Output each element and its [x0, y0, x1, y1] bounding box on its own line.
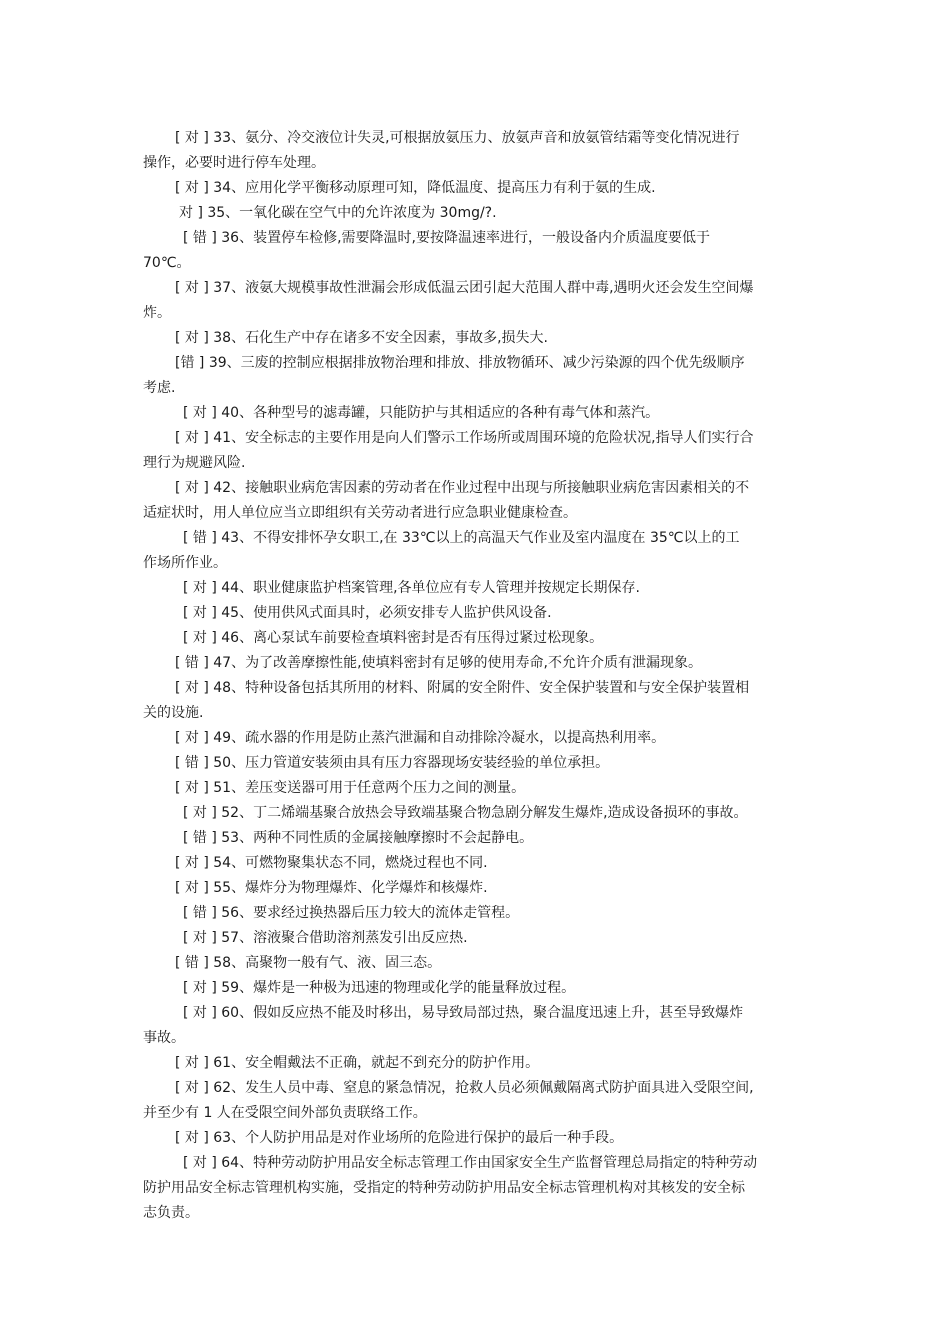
item-64-line-2: 防护用品安全标志管理机构实施，受指定的特种劳动防护用品安全标志管理机构对其核发的安全标 [143, 1180, 745, 1196]
item-34: [ 对 ] 34、应用化学平衡移动原理可知，降低温度、提高压力有利于氨的生成. [175, 180, 656, 196]
item-59: [ 对 ] 59、爆炸是一种极为迅速的物理或化学的能量释放过程。 [183, 980, 576, 996]
item-43-line-2: 作场所作业。 [143, 555, 227, 571]
item-38: [ 对 ] 38、石化生产中存在诸多不安全因素，事故多,损失大. [175, 330, 548, 346]
item-49: [ 对 ] 49、疏水器的作用是防止蒸汽泄漏和自动排除冷凝水，以提高热利用率。 [175, 730, 666, 746]
item-53: [ 错 ] 53、两种不同性质的金属接触摩擦时不会起静电。 [183, 830, 534, 846]
item-35: 对 ] 35、一氧化碳在空气中的允许浓度为 30mg/?. [179, 205, 497, 221]
item-46: [ 对 ] 46、离心泵试车前要检查填料密封是否有压得过紧过松现象。 [183, 630, 604, 646]
item-58: [ 错 ] 58、高聚物一般有气、液、固三态。 [175, 955, 442, 971]
item-43-line-1: [ 错 ] 43、不得安排怀孕女职工,在 33℃以上的高温天气作业及室内温度在 35℃以上的工 [183, 530, 740, 546]
item-37-line-2: 炸。 [143, 305, 171, 321]
item-47: [ 错 ] 47、为了改善摩擦性能,使填料密封有足够的使用寿命,不允许介质有泄漏现象。 [175, 655, 702, 671]
item-41-line-1: [ 对 ] 41、安全标志的主要作用是向人们警示工作场所或周围环境的危险状况,指导人们实行合 [175, 430, 754, 446]
item-33-line-1: [ 对 ] 33、氨分、冷交液位计失灵,可根据放氨压力、放氨声音和放氨管结霜等变化情况进行 [175, 130, 740, 146]
item-57: [ 对 ] 57、溶液聚合借助溶剂蒸发引出反应热. [183, 930, 468, 946]
item-39-line-2: 考虑. [143, 380, 176, 396]
item-48-line-2: 关的设施. [143, 705, 204, 721]
item-60-line-1: [ 对 ] 60、假如反应热不能及时移出，易导致局部过热，聚合温度迅速上升，甚至导致爆炸 [183, 1005, 744, 1021]
item-55: [ 对 ] 55、爆炸分为物理爆炸、化学爆炸和核爆炸. [175, 880, 488, 896]
item-40: [ 对 ] 40、各种型号的滤毒罐，只能防护与其相适应的各种有毒气体和蒸汽。 [183, 405, 660, 421]
item-36-line-1: [ 错 ] 36、装置停车检修,需要降温时,要按降温速率进行，一般设备内介质温度要低于 [183, 230, 710, 246]
item-62-line-1: [ 对 ] 62、发生人员中毒、窒息的紧急情况，抢救人员必须佩戴隔离式防护面具进入受限空间, [175, 1080, 754, 1096]
item-37-line-1: [ 对 ] 37、液氨大规模事故性泄漏会形成低温云团引起大范围人群中毒,遇明火还会发生空间爆 [175, 280, 754, 296]
item-44: [ 对 ] 44、职业健康监护档案管理,各单位应有专人管理并按规定长期保存. [183, 580, 640, 596]
item-52: [ 对 ] 52、丁二烯端基聚合放热会导致端基聚合物急剧分解发生爆炸,造成设备损环的事故。 [183, 805, 748, 821]
item-63: [ 对 ] 63、个人防护用品是对作业场所的危险进行保护的最后一种手段。 [175, 1130, 624, 1146]
item-41-line-2: 理行为规避风险. [143, 455, 246, 471]
item-56: [ 错 ] 56、要求经过换热器后压力较大的流体走管程。 [183, 905, 520, 921]
item-39-line-1: [错 ] 39、三废的控制应根据排放物治理和排放、排放物循环、减少污染源的四个优先级顺序 [175, 355, 745, 371]
item-64-line-1: [ 对 ] 64、特种劳动防护用品安全标志管理工作由国家安全生产监督管理总局指定的特种劳动 [183, 1155, 758, 1171]
item-42-line-1: [ 对 ] 42、接触职业病危害因素的劳动者在作业过程中出现与所接触职业病危害因素相关的不 [175, 480, 750, 496]
item-60-line-2: 事故。 [143, 1030, 185, 1046]
item-36-line-2: 70℃。 [143, 255, 191, 271]
item-45: [ 对 ] 45、使用供风式面具时，必须安排专人监护供风设备. [183, 605, 552, 621]
item-42-line-2: 适症状时，用人单位应当立即组织有关劳动者进行应急职业健康检查。 [143, 505, 577, 521]
item-51: [ 对 ] 51、差压变送器可用于任意两个压力之间的测量。 [175, 780, 526, 796]
item-61: [ 对 ] 61、安全帽戴法不正确，就起不到充分的防护作用。 [175, 1055, 540, 1071]
item-33-line-2: 操作，必要时进行停车处理。 [143, 155, 325, 171]
item-64-line-3: 志负责。 [143, 1205, 199, 1221]
item-62-line-2: 并至少有 1 人在受限空间外部负责联络工作。 [143, 1105, 427, 1121]
item-48-line-1: [ 对 ] 48、特种设备包括其所用的材料、附属的安全附件、安全保护装置和与安全保护装置相 [175, 680, 750, 696]
item-54: [ 对 ] 54、可燃物聚集状态不同，燃烧过程也不同. [175, 855, 488, 871]
item-50: [ 错 ] 50、压力管道安装须由具有压力容器现场安装经验的单位承担。 [175, 755, 610, 771]
